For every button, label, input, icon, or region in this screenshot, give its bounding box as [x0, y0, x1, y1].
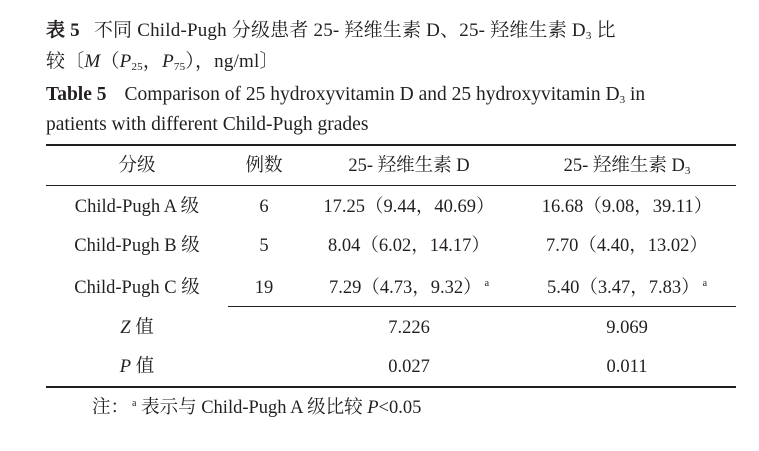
z-vitd: 7.226	[388, 318, 430, 338]
row-c-vitd-value: 7.29（4.73，9.32）	[328, 278, 482, 298]
row-b-vitd3: 7.70（4.40，13.02）	[546, 236, 708, 256]
row-a-vitd: 17.25（9.44，40.69）	[323, 197, 495, 217]
row-a-grade: Child-Pugh A 级	[74, 197, 200, 217]
footnote-marker: a	[132, 398, 137, 409]
bottom-rule	[46, 386, 736, 388]
table-label-cn: 表 5	[46, 20, 80, 41]
p-symbol: P	[367, 398, 379, 418]
header-vitd: 25- 羟维生素 D	[348, 156, 470, 176]
header-grade: 分级	[118, 156, 156, 176]
group-rule	[228, 306, 736, 307]
row-c-vitd3-value: 5.40（3.47，7.83）	[546, 278, 700, 298]
header-vitd3-label: 25- 羟维生素 D	[563, 156, 685, 176]
median-symbol: M	[84, 51, 101, 72]
row-b-count: 5	[259, 236, 269, 256]
footnote-marker: a	[702, 278, 708, 289]
header-count: 例数	[245, 156, 283, 176]
percentile-symbol: P	[119, 51, 132, 72]
caption-text: 较〔	[46, 51, 85, 72]
subscript: 25	[131, 61, 143, 73]
table-caption-chinese	[46, 15, 738, 77]
caption-text: （	[100, 51, 120, 72]
p-label	[46, 355, 228, 379]
row-b-grade: Child-Pugh B 级	[74, 236, 200, 256]
subscript: 3	[619, 94, 626, 106]
caption-text: ，	[142, 51, 163, 72]
row-c-vitd	[300, 276, 518, 300]
percentile-symbol: P	[162, 51, 174, 72]
p-vitd: 0.027	[388, 357, 430, 377]
subscript: 3	[684, 165, 691, 177]
table-caption-english	[46, 80, 738, 140]
caption-cn-title: 不同 Child-Pugh 分级患者 25- 羟维生素 D、25- 羟维生素 D	[93, 20, 586, 41]
note-text: 表示与 Child-Pugh A 级比较	[136, 398, 368, 418]
p-symbol: P	[119, 357, 132, 377]
note-prefix: 注：	[92, 398, 130, 418]
row-c-count: 19	[254, 278, 274, 298]
z-label	[46, 316, 228, 340]
header-vitd3	[518, 154, 736, 178]
row-a-count: 6	[259, 197, 269, 217]
caption-en-line2: patients with different Child-Pugh grades	[46, 114, 369, 135]
caption-en-title-end: in	[625, 84, 646, 105]
row-a-vitd3: 16.68（9.08，39.11）	[541, 197, 713, 217]
note-threshold: <0.05	[378, 398, 422, 418]
z-vitd3: 9.069	[606, 318, 648, 338]
row-b-vitd: 8.04（6.02，14.17）	[328, 236, 490, 256]
z-label-text: 值	[130, 318, 154, 338]
header-rule	[46, 185, 736, 186]
top-rule	[46, 144, 736, 146]
caption-text: ），ng/ml〕	[185, 51, 279, 72]
caption-cn-line1	[46, 15, 738, 46]
p-vitd3: 0.011	[606, 357, 648, 377]
caption-en-line1	[46, 80, 738, 110]
footnote-marker: a	[484, 278, 490, 289]
subscript: 3	[585, 30, 592, 42]
table-footnote	[92, 396, 421, 420]
subscript: 75	[173, 61, 186, 73]
caption-cn-title-end: 比	[591, 20, 616, 41]
row-c-grade: Child-Pugh C 级	[74, 278, 200, 298]
p-label-text: 值	[131, 357, 155, 377]
caption-cn-line2	[46, 46, 738, 77]
row-c-vitd3	[518, 276, 736, 300]
table-label-en: Table 5	[46, 84, 107, 105]
caption-en-title: Comparison of 25 hydroxyvitamin D and 25 hydroxyvitamin D	[124, 84, 620, 105]
z-symbol: Z	[120, 318, 131, 338]
